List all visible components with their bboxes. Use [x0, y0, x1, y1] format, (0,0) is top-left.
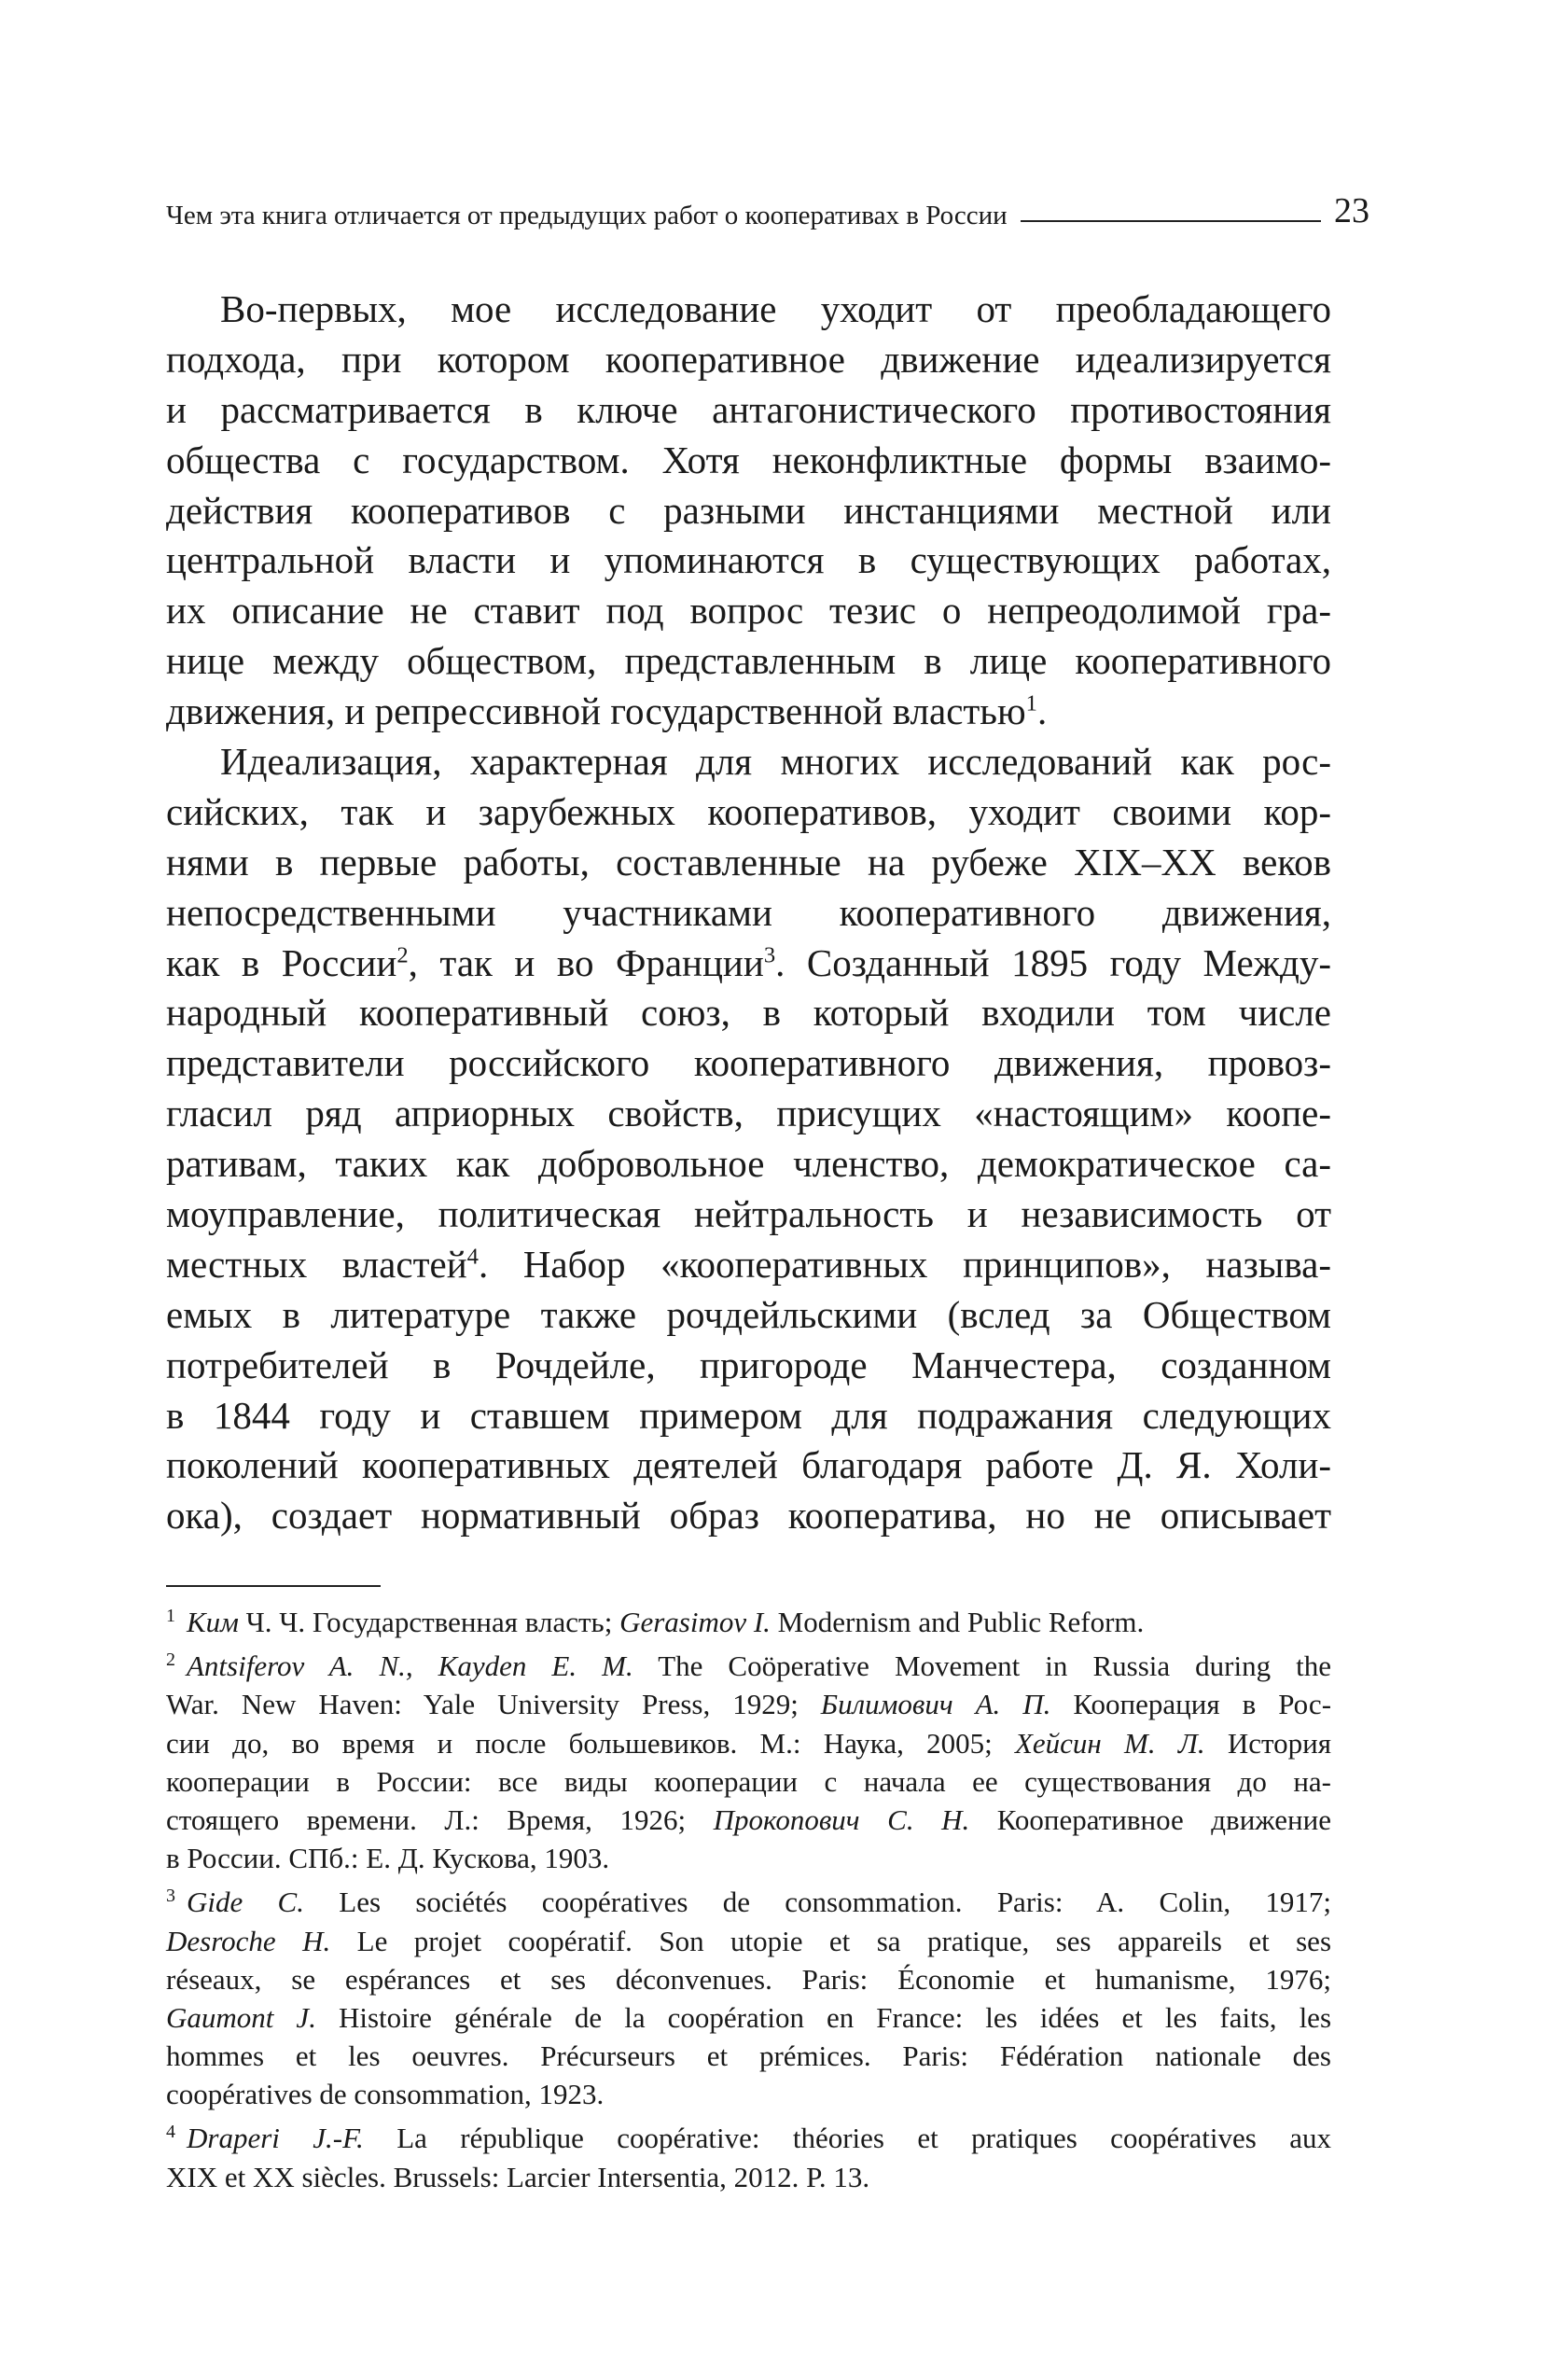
text-segment: стоящего времени. Л.: Время, 1926; [166, 1802, 714, 1836]
text-segment: сии до, во время и после большевиков. М.: Наука, 2005; [166, 1726, 1015, 1760]
text-line [166, 486, 1331, 536]
footnote-line [166, 1685, 1331, 1723]
footnote-line [166, 1762, 1331, 1801]
text-line [166, 888, 1331, 939]
text-segment: народный кооперативный союз, в который входили том числе [166, 991, 1331, 1035]
text-segment: емых в литературе также рочдейльскими (вслед за Обществом [166, 1292, 1331, 1336]
footnote-line [166, 1960, 1331, 1998]
text-line [166, 1240, 1331, 1290]
footnote-line [166, 1724, 1331, 1762]
text-line [166, 988, 1331, 1038]
text-segment: Идеализация, характерная для многих исследований как рос- [220, 740, 1331, 784]
text-segment: их описание не ставит под вопрос тезис о непреодолимой гра- [166, 589, 1331, 633]
footnote-line [166, 1883, 1331, 1921]
footnote-line [166, 2158, 1331, 2196]
footnote-line [166, 2075, 1331, 2113]
footnote-reference[interactable]: 2 [396, 941, 409, 967]
footnote-line [166, 1839, 1331, 1877]
footnote-number: 2 [166, 1649, 175, 1670]
author-name: Draperi J.-F. [187, 2122, 364, 2155]
text-line [166, 636, 1331, 687]
text-line [166, 436, 1331, 486]
footnote-line [166, 1998, 1331, 2037]
text-line [166, 939, 1331, 989]
running-header [166, 185, 1369, 231]
footnote-reference[interactable]: 1 [1025, 690, 1037, 717]
text-segment: и рассматривается в ключе антагонистического противостояния [166, 387, 1331, 431]
text-segment: coopératives de consommation, 1923. [166, 2078, 605, 2111]
text-line [166, 687, 1331, 737]
text-segment: кооперации в России: все виды кооперации с начала ее существования до на- [166, 1764, 1331, 1798]
footnote-reference[interactable]: 3 [763, 941, 776, 967]
text-line [166, 335, 1331, 385]
author-name: Ким [187, 1606, 239, 1638]
footnote-number: 4 [166, 2122, 175, 2143]
text-line [166, 586, 1331, 636]
footnote-number: 1 [166, 1605, 175, 1626]
text-segment: ративам, таких как добровольное членство, демократическое са- [166, 1142, 1331, 1186]
text-segment: , так и во Франции [408, 940, 764, 984]
footnote-separator [166, 1585, 381, 1587]
text-line [166, 285, 1331, 335]
footnote-number: 3 [166, 1885, 175, 1906]
text-segment: нице между обществом, представленным в лице кооперативного [166, 639, 1331, 683]
text-segment: действия кооперативов с разными инстанциями местной или [166, 488, 1331, 532]
text-segment: в 1844 году и ставшем примером для подражания следующих [166, 1393, 1331, 1437]
footnote-line [166, 2037, 1331, 2075]
text-line [166, 1341, 1331, 1391]
text-segment: Кооперация в Рос- [1050, 1688, 1332, 1721]
text-line [166, 1089, 1331, 1139]
text-segment: ока), создает нормативный образ кооператива, но не описывает [166, 1494, 1331, 1538]
text-segment: моуправление, политическая нейтральность и независимость от [166, 1192, 1331, 1236]
text-segment: общества с государством. Хотя неконфликтные формы взаимо- [166, 438, 1331, 481]
text-line [166, 1441, 1331, 1491]
footnote-line [166, 1603, 1331, 1641]
footnote-line [166, 1647, 1331, 1685]
footnotes [166, 1597, 1331, 2196]
text-segment: представители российского кооперативного движения, провоз- [166, 1041, 1331, 1085]
text-segment: поколений кооперативных деятелей благодаря работе Д. Я. Холи- [166, 1443, 1331, 1487]
text-line [166, 737, 1331, 787]
text-segment: . Созданный 1895 году Между- [775, 940, 1332, 984]
text-segment: hommes et les oeuvres. Précurseurs et prémices. Paris: Fédération nationale des [166, 2039, 1331, 2073]
text-segment: центральной власти и упоминаются в существующих работах, [166, 538, 1331, 582]
text-segment: Le projet coopératif. Son utopie et sa pratique, ses appareils et ses [330, 1924, 1332, 1957]
text-segment: . Набор «кооперативных принципов», называ- [478, 1242, 1332, 1286]
text-segment: подхода, при котором кооперативное движение идеализируется [166, 337, 1331, 381]
text-segment: гласил ряд априорных свойств, присущих «настоящим» коопе- [166, 1092, 1331, 1135]
text-segment: в России. СПб.: Е. Д. Кускова, 1903. [166, 1842, 610, 1875]
footnote-line [166, 1922, 1331, 1960]
text-line [166, 1038, 1331, 1089]
author-name: Gaumont J. [166, 2000, 316, 2034]
footnote-line [166, 1801, 1331, 1839]
running-title: Чем эта книга отличается от предыдущих работ о кооперативах в России [166, 201, 1008, 230]
text-segment: . [1036, 689, 1048, 733]
text-segment: Во-первых, мое исследование уходит от преобладающего [220, 287, 1331, 330]
author-name: Gide C. [187, 1886, 304, 1919]
author-name: Хейсин М. Л. [1014, 1726, 1205, 1760]
text-segment: Modernism and Public Reform. [770, 1606, 1145, 1638]
text-segment: XIX et XX siècles. Brussels: Larcier Intersentia, 2012. P. 13. [166, 2160, 870, 2193]
text-line [166, 1139, 1331, 1190]
footnote-reference[interactable]: 4 [466, 1244, 479, 1270]
footnote-line [166, 2119, 1331, 2157]
text-segment: потребителей в Рочдейле, пригороде Манчестера, созданном [166, 1343, 1331, 1386]
author-name: Прокопович С. Н. [713, 1802, 970, 1836]
text-line [166, 1391, 1331, 1441]
text-line [166, 536, 1331, 586]
author-name: Билимович А. П. [820, 1688, 1051, 1721]
header-rule [1021, 220, 1321, 222]
author-name: Antsiferov A. N., Kayden E. M. [187, 1649, 633, 1683]
author-name: Desroche H. [166, 1924, 331, 1957]
text-line [166, 1491, 1331, 1541]
text-segment: непосредственными участниками кооперативного движения, [166, 890, 1331, 934]
text-segment: Кооперативное движение [969, 1802, 1331, 1836]
text-line [166, 1290, 1331, 1341]
page-number: 23 [1334, 191, 1369, 230]
text-segment: История [1204, 1726, 1332, 1760]
text-line [166, 787, 1331, 838]
text-segment: Histoire générale de la coopération en France: les idées et les faits, les [315, 2000, 1332, 2034]
text-segment: как в России [166, 940, 397, 984]
text-segment: Les sociétés coopératives de consommation. Paris: A. Colin, 1917; [303, 1886, 1332, 1919]
text-line [166, 1190, 1331, 1240]
text-segment: Ч. Ч. Государственная власть; [238, 1606, 620, 1638]
text-segment: La république coopérative: théories et pratiques coopératives aux [363, 2122, 1331, 2155]
text-segment: The Coöperative Movement in Russia during the [632, 1649, 1332, 1683]
author-name: Gerasimov I. [619, 1606, 771, 1638]
text-segment: сийских, так и зарубежных кооперативов, уходит своими кор- [166, 789, 1331, 833]
body-text [166, 285, 1331, 1541]
text-segment: War. New Haven: Yale University Press, 1929; [166, 1688, 821, 1721]
text-segment: движения, и репрессивной государственной властью [166, 689, 1026, 733]
text-segment: réseaux, se espérances et ses déconvenues. Paris: Économie et humanisme, 1976; [166, 1962, 1331, 1996]
text-segment: нями в первые работы, составленные на рубеже XIX–XX веков [166, 840, 1331, 884]
text-line [166, 385, 1331, 436]
text-segment: местных властей [166, 1242, 467, 1286]
text-line [166, 838, 1331, 888]
